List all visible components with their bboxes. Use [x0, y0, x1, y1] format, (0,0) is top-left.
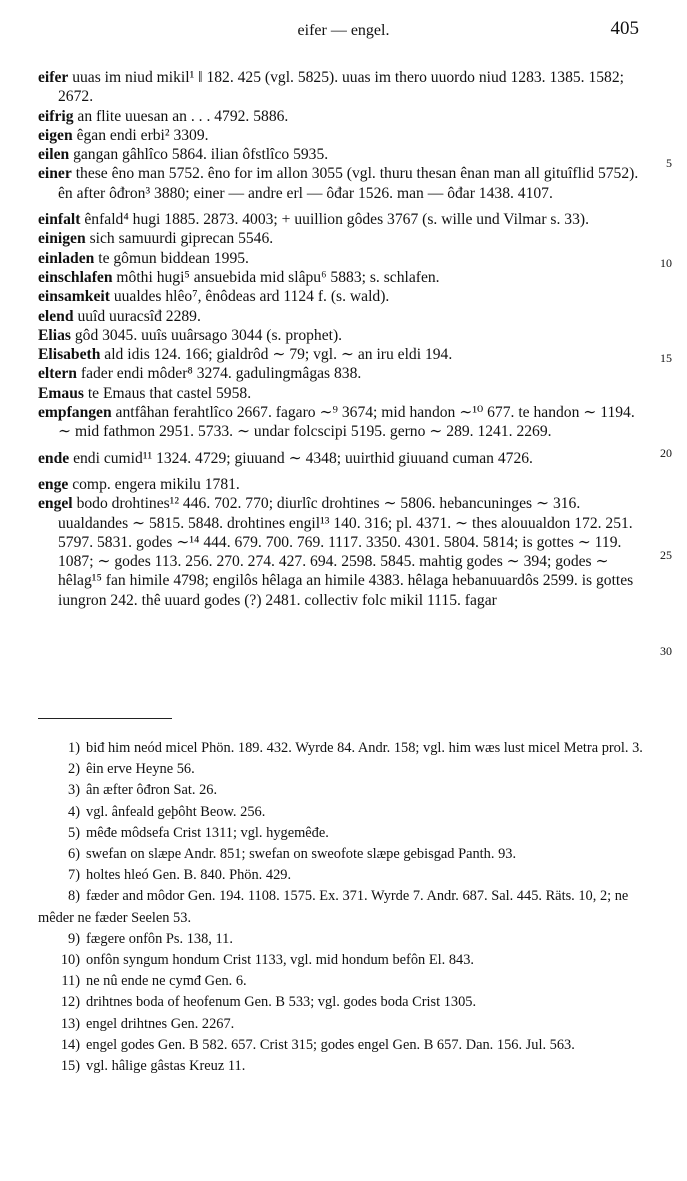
dictionary-entry [38, 164, 642, 203]
footnote [38, 780, 644, 801]
line-number: 10 [660, 256, 672, 270]
footnote-text: mêđe môdsefa Crist 1311; vgl. hygemêđe. [86, 824, 329, 841]
dictionary-entry [38, 345, 642, 364]
entry-text: uuîd uuracsîđ 2289. [77, 307, 201, 325]
entry-text: ênfald⁴ hugi 1885. 2873. 4003; + uuillion gôdes 3767 (s. wille und Vilmar s. 33). [84, 211, 589, 229]
entry-headword: Elias [38, 326, 71, 344]
footnote-number: 2) [68, 761, 80, 778]
footnote-text: engel godes Gen. B 582. 657. Crist 315; godes engel Gen. B 657. Dan. 156. Jul. 563. [86, 1036, 575, 1053]
footnote-number: 15) [60, 1058, 80, 1075]
footnote [38, 971, 644, 992]
footnote-number: 10) [60, 952, 80, 969]
footnote [38, 844, 644, 865]
entry-headword: einfalt [38, 211, 81, 229]
dictionary-entry [38, 307, 642, 326]
dictionary-entry [38, 403, 642, 442]
entry-headword: eigen [38, 126, 73, 144]
footnote-text: ân æfter ôđron Sat. 26. [86, 782, 218, 799]
entry-text: an flite uuesan an . . . 4792. 5886. [77, 107, 289, 125]
entry-text: comp. engera mikilu 1781. [72, 475, 240, 493]
dictionary-entry [38, 68, 642, 107]
footnote [38, 1056, 644, 1077]
entry-headword: eilen [38, 146, 70, 164]
dictionary-entry [38, 249, 642, 268]
entry-headword: ende [38, 449, 70, 467]
entry-text: ald idis 124. 166; gialdrôd ∼ 79; vgl. ∼ an iru eldi 194. [104, 346, 453, 364]
entry-headword: einigen [38, 230, 86, 248]
dictionary-entry [38, 229, 642, 248]
entry-text: môthi hugi⁵ ansuebida mid slâpu⁶ 5883; s. schlafen. [116, 268, 440, 286]
line-number: 25 [660, 548, 672, 562]
line-number: 20 [660, 446, 672, 460]
entry-text: sich samuurdi giprecan 5546. [89, 230, 274, 248]
entry-headword: eltern [38, 365, 77, 383]
footnote-number: 3) [68, 782, 80, 799]
running-head: eifer — engel. [297, 22, 390, 39]
footnote-number: 14) [60, 1036, 80, 1053]
footnote-number: 5) [68, 824, 80, 841]
entry-headword: einladen [38, 249, 95, 267]
dictionary-entry [38, 449, 642, 468]
entry-headword: eifer [38, 69, 69, 86]
footnote-number: 9) [68, 930, 80, 947]
footnote [38, 802, 644, 823]
footnote-number: 6) [68, 846, 80, 863]
footnote [38, 823, 644, 844]
entry-text: these êno man 5752. êno for im allon 3055 (vgl. thuru thesan ênan man all gituîflid 5752). ên after ôđron³ 3880; einer — andre erl — ôđar 1526. man — ôđar 1438. 4107. [58, 165, 639, 202]
entry-headword: einsamkeit [38, 288, 110, 306]
footnote-text: onfôn syngum hondum Crist 1133, vgl. mid hondum befôn El. 843. [86, 952, 475, 969]
footnote [38, 738, 644, 759]
footnote [38, 929, 644, 950]
dictionary-entry [38, 145, 642, 164]
line-number: 15 [660, 351, 672, 365]
footnote-text: fægere onfôn Ps. 138, 11. [86, 930, 233, 947]
dictionary-entry [38, 107, 642, 126]
entry-text: bodo drohtines¹² 446. 702. 770; diurlîc drohtines ∼ 5806. hebancuninges ∼ 316. uualdandes ∼ 5815. 5848. drohtines engil¹³ 140. 316; pl. 4371. ∼ thes alouualdon 172. 251. 5797. 5831. godes ∼¹⁴ 444. 679. 700. 769. 1117. 3350. 4301. 5804. 5814; is gottes ∼ 119. 1087; ∼ godes 113. 256. 270. 274. 427. 694. 2598. 5845. mahtig godes ∼ 394; godes ∼ hêlag¹⁵ fan himile 4798; engilôs hêlaga an himile 4383. hêlaga hebanuuardôs 2599. is gottes iungron 242. thê uuard godes (?) 2481. collectiv folc mikil 1115. fagar [58, 495, 634, 609]
footnote-text: ne nû ende ne cymđ Gen. 6. [86, 973, 247, 990]
footnote-text: biđ him neód micel Phön. 189. 432. Wyrde 84. Andr. 158; vgl. him wæs lust micel Metra prol. 3. [86, 740, 643, 756]
entry-text: te Emaus that castel 5958. [87, 384, 252, 402]
footnote-text: vgl. ânfeald geþôht Beow. 256. [86, 803, 266, 820]
footnote [38, 865, 644, 886]
footnote [38, 1014, 644, 1035]
footnote-number: 8) [68, 888, 80, 905]
footnote-text: vgl. hâlige gâstas Kreuz 11. [86, 1058, 246, 1075]
footnote [38, 950, 644, 971]
entry-text: te gômun biddean 1995. [98, 249, 249, 267]
entry-headword: elend [38, 307, 74, 325]
entry-headword: empfangen [38, 404, 112, 422]
footnote-text: engel drihtnes Gen. 2267. [86, 1015, 235, 1032]
entry-text: gangan gâhlîco 5864. ilian ôfstlîco 5935. [73, 146, 329, 164]
entry-text: fader endi môder⁸ 3274. gadulingmâgas 838. [80, 365, 362, 383]
footnote-number: 1) [68, 740, 80, 756]
dictionary-entry [38, 384, 642, 403]
footnote-number: 13) [60, 1015, 80, 1032]
entry-headword: einschlafen [38, 268, 113, 286]
dictionary-entry [38, 126, 642, 145]
dictionary-entry [38, 287, 642, 306]
dictionary-entry [38, 364, 642, 383]
page-header [0, 16, 687, 40]
footnote-number: 11) [61, 973, 80, 990]
footnote-text: fæder and môdor Gen. 194. 1108. 1575. Ex. 371. Wyrde 7. Andr. 687. Sal. 445. Räts. 10, 2; ne mêder ne fæder Seelen 53. [38, 888, 629, 926]
dictionary-entry [38, 494, 642, 610]
entry-headword: Emaus [38, 384, 84, 402]
footnote-number: 7) [68, 867, 80, 884]
footnote-text: drihtnes boda of heofenum Gen. B 533; vgl. godes boda Crist 1305. [86, 994, 477, 1011]
line-number: 30 [660, 644, 672, 658]
entry-headword: eifrig [38, 107, 74, 125]
footnote [38, 1035, 644, 1056]
entry-text: endi cumid¹¹ 1324. 4729; giuuand ∼ 4348; uuirthid giuuand cuman 4726. [73, 449, 533, 467]
entry-text: antfâhan ferahtlîco 2667. fagaro ∼⁹ 3674; mid handon ∼¹⁰ 677. te handon ∼ 1194. ∼ mid fathmon 2951. 5733. ∼ undar folcscipi 5195. gerno ∼ 289. 1241. 2269. [58, 404, 635, 441]
dictionary-entries [38, 68, 672, 658]
entry-headword: einer [38, 165, 72, 183]
footnote-text: swefan on slæpe Andr. 851; swefan on sweofote slæpe gebisgad Panth. 93. [86, 846, 517, 863]
entry-headword: Elisabeth [38, 346, 101, 364]
entry-text: gôd 3045. uuîs uuârsago 3044 (s. prophet). [74, 326, 343, 344]
footnote [38, 886, 644, 928]
dictionary-entry [38, 268, 642, 287]
page-number: 405 [610, 18, 639, 39]
footnotes [38, 738, 644, 1077]
footnote-text: êin erve Heyne 56. [86, 761, 195, 778]
footnote [38, 759, 644, 780]
line-number: 5 [666, 156, 672, 170]
footnote-text: holtes hleó Gen. B. 840. Phön. 429. [86, 867, 292, 884]
dictionary-entry [38, 475, 642, 494]
entry-text: uualdes hlêo⁷, ênôdeas ard 1124 f. (s. wald). [113, 288, 390, 306]
footnote-number: 12) [60, 994, 80, 1011]
footnote-rule [38, 718, 172, 719]
entry-text: êgan endi erbi² 3309. [76, 126, 209, 144]
entry-headword: enge [38, 475, 69, 493]
entry-text: uuas im niud mikil¹ ‖ 182. 425 (vgl. 5825). uuas im thero uuordo niud 1283. 1385. 1582; 2672. [58, 69, 624, 106]
footnote-number: 4) [68, 803, 80, 820]
footnote [38, 992, 644, 1013]
dictionary-entry [38, 326, 642, 345]
dictionary-entry [38, 210, 642, 229]
entry-headword: engel [38, 495, 73, 513]
